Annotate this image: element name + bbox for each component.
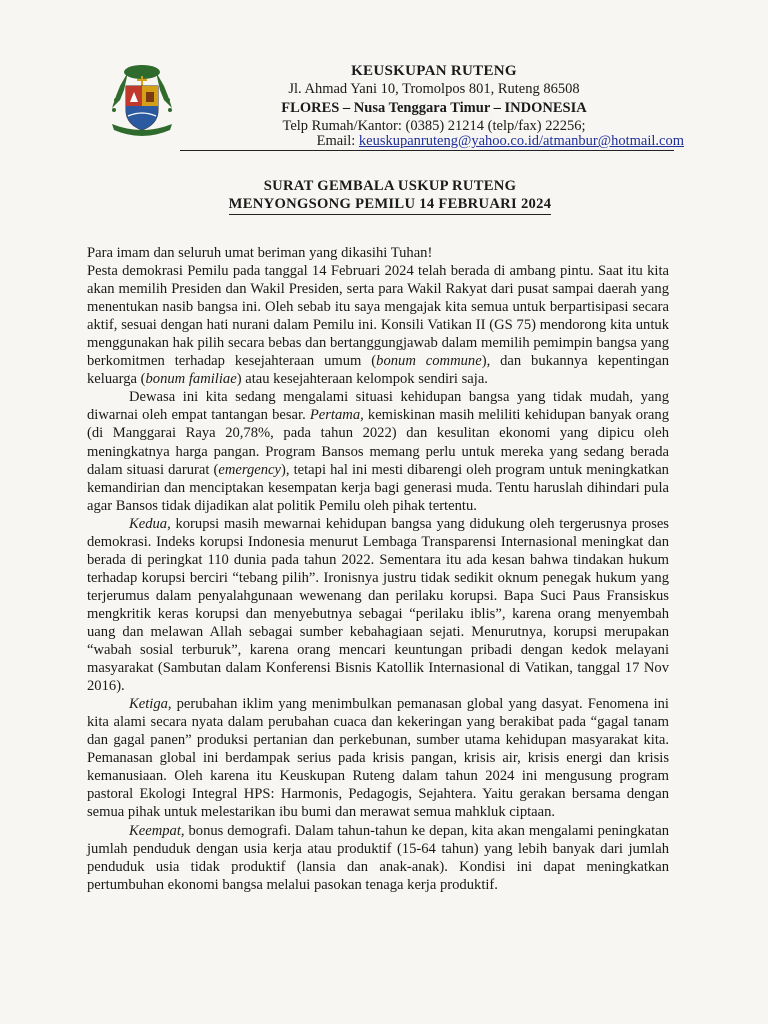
- p1-text-a: Pesta demokrasi Pemilu pada tanggal 14 Februari 2024 telah berada di ambang pintu. Saat itu kita akan memilih Presiden dan Wakil Presiden, serta para Wakil Rakyat dari pusat sampai daerah yang menentukan nasib bangsa ini. Oleh sebab itu saya mengajak kita semua untuk berpartisipasi secara aktif, sesuai dengan hati nurani dalam Pemilu ini. Konsili Vatikan II (GS 75) mendorong kita untuk menggunakan hak pilih secara bebas dan bertanggungjawab dalam memilih pemimpin bangsa yang berkomitmen terhadap kesejahteraan umum (: [87, 263, 669, 370]
- p1-italic-2: bonum familiae: [145, 371, 237, 388]
- org-address: Jl. Ahmad Yani 10, Tromolpos 801, Ruteng 86508: [288, 81, 580, 98]
- org-email-line: [184, 133, 684, 150]
- letterhead: [100, 60, 684, 155]
- p3-text: , korupsi masih mewarnai kehidupan bangsa yang didukung oleh tergerusnya proses demokrasi. Indeks korupsi Indonesia menurut Lembaga Transparensi Internasional meningkat dan berada di peringkat 110 dunia pada tahun 2022. Sementara itu ada kesan bahwa tindakan hukum terhadap korupsi berciri “tebang pilih”. Ironisnya justru tidak sedikit oknum penegak hukum yang terjerumus dalam penyalahgunaan wewenang dan perilaku korupsi. Bapa Suci Paus Fransiskus mengkritik keras korupsi dan menyebutnya sebagai “perilaku iblis”, karena orang menyembah uang dan melawan Allah sebagai sumber kebahagiaan sejati. Menurutnya, korupsi merupakan “wabah sosial terburuk”, karena orang mencari keuntungan pribadi dengan kedok melayani masyarakat (Sambutan dalam Konferensi Bisnis Katollik Internasional di Vatikan, tanggal 17 Nov 2016).: [87, 515, 669, 695]
- org-phone: Telp Rumah/Kantor: (0385) 21214 (telp/fax) 22256;: [282, 117, 586, 134]
- letterhead-text: [184, 62, 684, 135]
- letterhead-divider: [180, 150, 674, 151]
- p4-italic: Ketiga: [129, 696, 168, 713]
- email-label: Email:: [316, 133, 359, 149]
- p4-text: , perubahan iklim yang menimbulkan pemanasan global yang dasyat. Fenomena ini kita alami secara nyata dalam perubahan cuaca dan kekeringan yang berakibat pada “gagal tanam dan gagal panen” produksi pertanian dan perkebunan, sumber utama kehidupan masyarakat kita. Pemanasan global ini berdampak serius pada krisis pangan, krisis air, krisis energi dan krisis kemanusiaan. Oleh karena itu Keuskupan Ruteng dalam tahun 2024 ini mengusung program pastoral Ekologi Integral HPS: Harmonis, Pedagogis, Sejahtera. Yaitu gerakan bersama dengan semua pihak untuk melestarikan ibu bumi dan merawat semua mahkluk ciptaan.: [87, 696, 669, 821]
- org-region: FLORES – Nusa Tenggara Timur – INDONESIA: [281, 99, 587, 116]
- p2-italic-1: Pertama: [309, 407, 361, 424]
- org-name: KEUSKUPAN RUTENG: [351, 63, 517, 79]
- letter-body: [87, 244, 669, 894]
- p5-text: , bonus demografi. Dalam tahun-tahun ke depan, kita akan mengalami peningkatan jumlah penduduk dengan usia kerja atau produktif (15-64 tahun) yang lebih banyak dari jumlah penduduk usia tidak produktif (lansia dan anak-anak). Kondisi ini dapat meningkatkan pertumbuhan ekonomi bangsa melalui pasokan tenaga kerja produktif.: [87, 822, 669, 893]
- paragraph-3: [87, 515, 669, 695]
- title-line-2: MENYONGSONG PEMILU 14 FEBRUARI 2024: [229, 195, 552, 215]
- document-title: [160, 177, 620, 215]
- p2-text-a: Dewasa ini kita sedang mengalami situasi kehidupan bangsa yang tidak mudah, yang diwarnai oleh empat tantangan besar.: [87, 389, 669, 424]
- paragraph-4: [87, 695, 669, 821]
- paragraph-5: [87, 822, 669, 894]
- p3-italic: Kedua: [129, 515, 168, 532]
- paragraph-1: [87, 262, 669, 388]
- p2-text-b: , kemiskinan masih meliliti kehidupan banyak orang (di Manggarai Raya 20,78%, pada tahun 2022) dan kesulitan ekonomi yang dipicu oleh meningkatnya harga pangan. Program Bansos memang perlu untuk mereka yang sedang berada dalam situasi darurat (: [87, 407, 670, 478]
- p1-text-b: ), dan bukannya kepentingan keluarga (: [87, 353, 669, 388]
- diocese-crest-icon: [106, 62, 178, 140]
- title-line-1: SURAT GEMBALA USKUP RUTENG: [263, 178, 517, 194]
- email-link[interactable]: keuskupanruteng@yahoo.co.id/atmanbur@hotmail.com: [358, 133, 684, 149]
- p2-text-c: ), tetapi hal ini mesti dibarengi oleh program untuk meningkatkan kemandirian dan menciptakan kesempatan kerja bagi generasi muda. Tentu haruslah dihindari pula agar Bansos tidak dijadikan alat politik Pemilu oleh pihak tertentu.: [87, 461, 669, 514]
- greeting: Para imam dan seluruh umat beriman yang dikasihi Tuhan!: [87, 245, 433, 261]
- paragraph-2: [87, 388, 669, 514]
- p1-text-c: ) atau kesejahteraan kelompok sendiri saja.: [236, 371, 488, 388]
- p5-italic: Keempat: [129, 822, 181, 839]
- p1-italic-1: bonum commune: [376, 353, 482, 370]
- p2-italic-2: emergency: [218, 461, 282, 478]
